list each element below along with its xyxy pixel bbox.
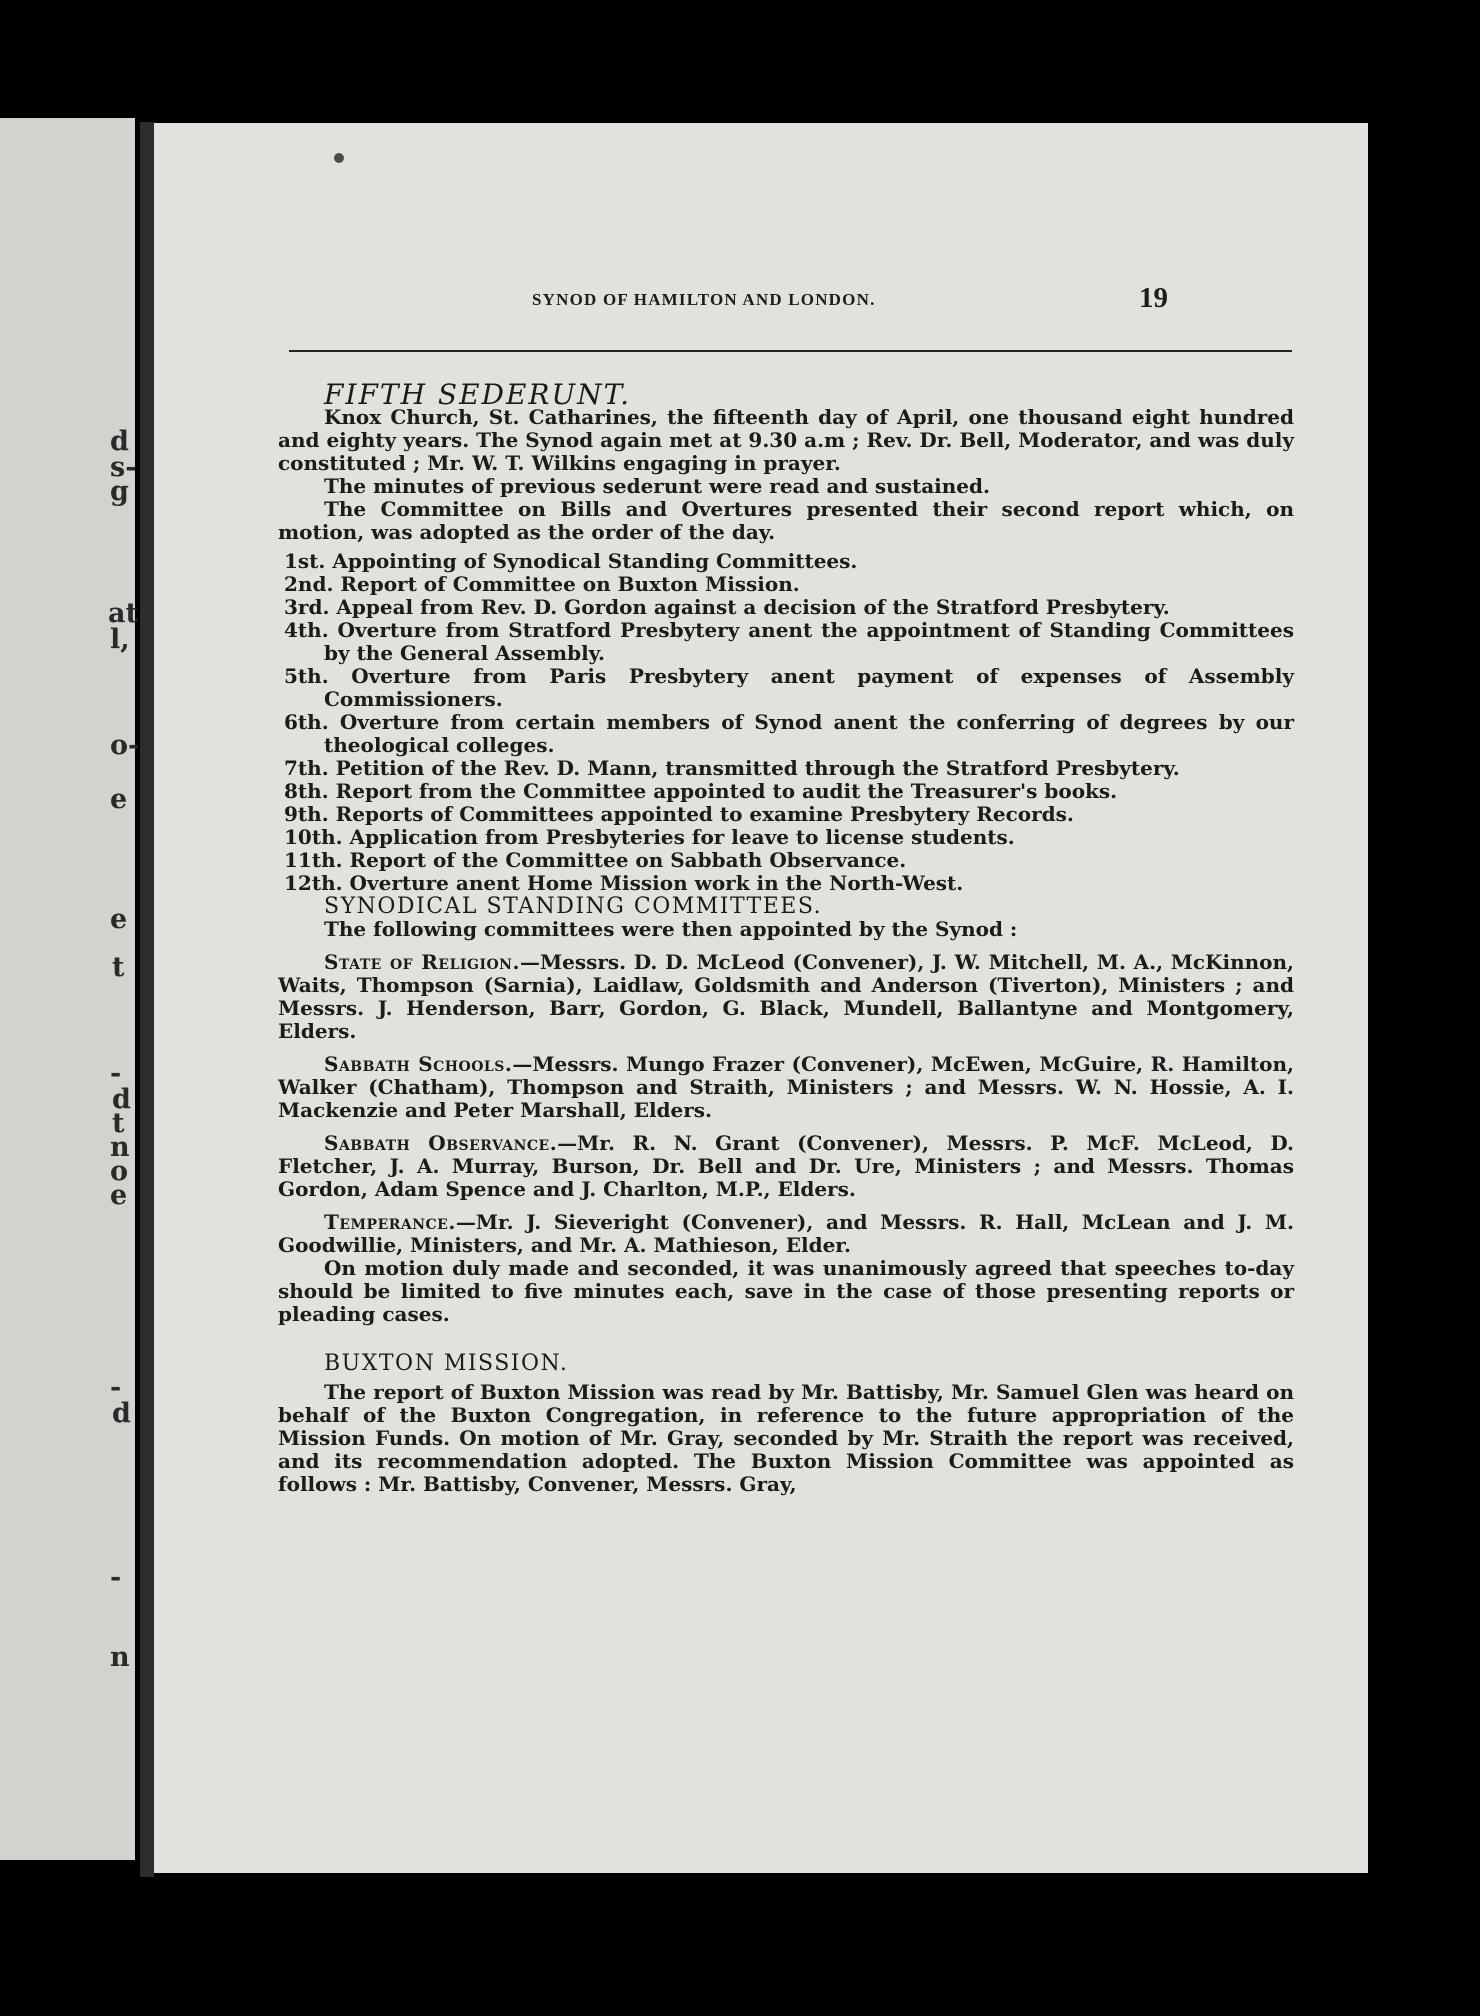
order-of-day-list xyxy=(278,550,1294,895)
left-page-fragment: n xyxy=(110,1132,130,1163)
list-item xyxy=(284,872,1294,895)
running-title: SYNOD OF HAMILTON AND LONDON. xyxy=(532,290,876,309)
list-number: 5th. xyxy=(284,664,329,688)
left-facing-page xyxy=(0,118,140,1860)
committee-name: Temperance. xyxy=(324,1210,456,1234)
section-heading-buxton-mission: BUXTON MISSION. xyxy=(324,1351,569,1376)
list-item xyxy=(284,826,1294,849)
paragraph-minutes: The minutes of previous sederunt were read and sustained. xyxy=(324,474,990,498)
committee-name: Sabbath Schools. xyxy=(324,1052,513,1076)
list-number: 4th. xyxy=(284,618,329,642)
left-page-fragment: e xyxy=(110,784,128,815)
page-body xyxy=(278,378,1295,1496)
left-page-fragment: g xyxy=(110,476,129,507)
committee-members: —Mr. R. N. Grant (Convener), Messrs. P. McF. McLeod, D. Fletcher, J. A. Murray, Burson, Dr. Bell and Dr. Ure, Ministers ; and Messrs. Thomas Gordon, Adam Spence and J. Charlton, M.P., Elders. xyxy=(278,1131,1294,1201)
left-page-fragment: s- xyxy=(110,452,137,483)
list-number: 7th. xyxy=(284,756,329,780)
left-page-fragment: t xyxy=(112,1108,125,1139)
left-page-fragment: o- xyxy=(110,730,140,761)
left-page-fragment: t xyxy=(112,952,125,983)
left-page-fragment: - xyxy=(110,1562,122,1593)
list-number: 11th. xyxy=(284,848,343,872)
list-number: 3rd. xyxy=(284,595,330,619)
left-page-fragment: o xyxy=(110,1156,129,1187)
list-item xyxy=(284,803,1294,826)
list-item xyxy=(284,550,1294,573)
list-item xyxy=(284,596,1294,619)
list-number: 9th. xyxy=(284,802,329,826)
list-item xyxy=(284,780,1294,803)
list-item xyxy=(284,849,1294,872)
list-text: Appointing of Synodical Standing Committees. xyxy=(332,549,858,573)
committee-sabbath-schools xyxy=(278,1053,1294,1122)
section-heading-standing-committees: SYNODICAL STANDING COMMITTEES. xyxy=(324,894,823,919)
list-text: Overture from Stratford Presbytery anent the appointment of Standing Committees by the General Assembly. xyxy=(324,618,1294,665)
list-item xyxy=(284,619,1294,665)
left-page-fragment: l, xyxy=(110,624,130,655)
paragraph-committees-intro: The following committees were then appointed by the Synod : xyxy=(324,917,1018,941)
list-text: Appeal from Rev. D. Gordon against a decision of the Stratford Presbytery. xyxy=(336,595,1170,619)
paragraph-committee: The Committee on Bills and Overtures presented their second report which, on motion, was adopted as the order of the day. xyxy=(278,497,1294,544)
committee-temperance xyxy=(278,1211,1294,1257)
list-text: Petition of the Rev. D. Mann, transmitted through the Stratford Presbytery. xyxy=(335,756,1180,780)
left-page-fragment: e xyxy=(110,1180,128,1211)
list-number: 6th. xyxy=(284,710,329,734)
left-page-fragment: - xyxy=(110,1372,122,1403)
list-text: Report from the Committee appointed to audit the Treasurer's books. xyxy=(335,779,1118,803)
committee-name: Sabbath Observance. xyxy=(324,1131,558,1155)
list-item xyxy=(284,665,1294,711)
list-item xyxy=(284,573,1294,596)
page-number: 19 xyxy=(1139,282,1168,314)
paragraph-buxton-mission: The report of Buxton Mission was read by Mr. Battisby, Mr. Samuel Glen was heard on behalf of the Buxton Congregation, in reference to the future appropriation of the Mission Funds. On motion of Mr. Gray, seconded by Mr. Straith the report was received, and its recommendation adopted. The Buxton Mission Committee was appointed as follows : Mr. Battisby, Convener, Messrs. Gray, xyxy=(278,1380,1294,1496)
list-item xyxy=(284,711,1294,757)
left-page-fragment: e xyxy=(110,904,128,935)
committee-state-of-religion xyxy=(278,951,1294,1043)
committee-name: State of Religion. xyxy=(324,950,520,974)
list-number: 12th. xyxy=(284,871,343,895)
committee-members: —Messrs. D. D. McLeod (Convener), J. W. Mitchell, M. A., McKinnon, Waits, Thompson (Sarnia), Laidlaw, Goldsmith and Anderson (Tiverton), Ministers ; and Messrs. J. Henderson, Barr, Gordon, G. Black, Mundell, Ballantyne and Montgomery, Elders. xyxy=(278,950,1294,1043)
book-spine xyxy=(140,122,154,1877)
header-rule xyxy=(289,350,1292,352)
document-page xyxy=(154,123,1368,1873)
left-page-fragment: - xyxy=(110,1058,122,1089)
list-number: 1st. xyxy=(284,549,326,573)
list-text: Reports of Committees appointed to examine Presbytery Records. xyxy=(335,802,1074,826)
left-page-fragment: at xyxy=(108,598,138,629)
list-number: 2nd. xyxy=(284,572,334,596)
list-text: Overture from Paris Presbytery anent payment of expenses of Assembly Commissioners. xyxy=(324,664,1295,711)
paragraph-motion: On motion duly made and seconded, it was unanimously agreed that speeches to-day should be limited to five minutes each, save in the case of those presenting reports or pleading cases. xyxy=(278,1256,1294,1326)
list-number: 10th. xyxy=(284,825,343,849)
left-page-fragment: n xyxy=(110,1642,130,1673)
list-text: Application from Presbyteries for leave to license students. xyxy=(349,825,1015,849)
committee-members: —Messrs. Mungo Frazer (Convener), McEwen, McGuire, R. Hamilton, Walker (Chatham), Thompson and Straith, Ministers ; and Messrs. W. N. Hossie, A. I. Mackenzie and Peter Marshall, Elders. xyxy=(278,1052,1294,1122)
ink-speck xyxy=(334,153,344,163)
list-number: 8th. xyxy=(284,779,329,803)
list-item xyxy=(284,757,1294,780)
section-heading-fifth-sederunt: FIFTH SEDERUNT. xyxy=(324,378,632,411)
running-head xyxy=(446,282,1168,322)
committee-members: —Mr. J. Sieveright (Convener), and Messrs. R. Hall, McLean and J. M. Goodwillie, Ministers, and Mr. A. Mathieson, Elder. xyxy=(278,1210,1294,1257)
list-text: Report of Committee on Buxton Mission. xyxy=(340,572,800,596)
left-page-fragment: d xyxy=(112,1398,131,1429)
left-page-fragment: d xyxy=(112,1084,131,1115)
committee-sabbath-observance xyxy=(278,1132,1294,1201)
list-text: Overture anent Home Mission work in the North-West. xyxy=(349,871,964,895)
paragraph-opening: Knox Church, St. Catharines, the fifteenth day of April, one thousand eight hundred and eighty years. The Synod again met at 9.30 a.m ; Rev. Dr. Bell, Moderator, and was duly constituted ; Mr. W. T. Wilkins engaging in prayer. xyxy=(278,405,1294,475)
list-text: Overture from certain members of Synod anent the conferring of degrees by our theological colleges. xyxy=(324,710,1294,757)
left-page-fragment: d xyxy=(110,426,129,457)
list-text: Report of the Committee on Sabbath Observance. xyxy=(349,848,907,872)
